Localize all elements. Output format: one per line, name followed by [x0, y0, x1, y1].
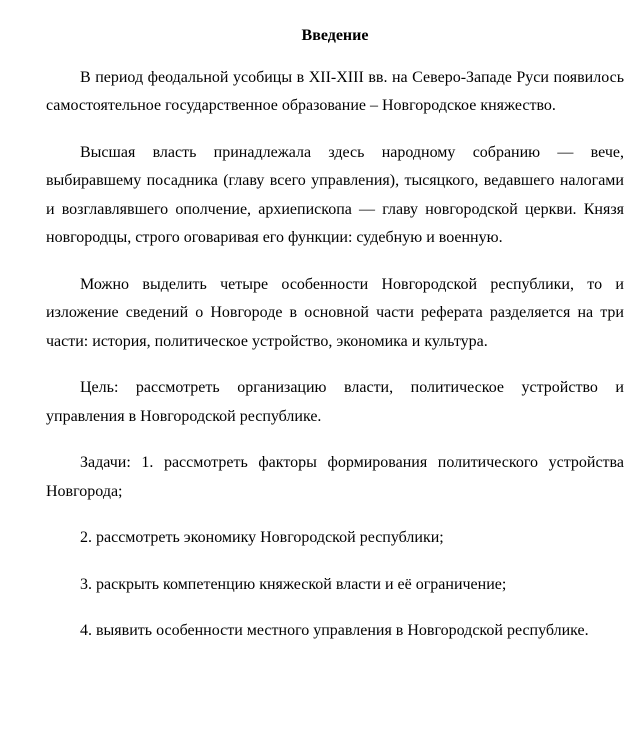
paragraph-power: Высшая власть принадлежала здесь народному собранию — вече, выбиравшему посадника (главу всего управления), тысяцкого, ведавшего налогами и возглавлявшего ополчение, архиепископа — главу новгородской церкви. Князя новгородцы, строго оговаривая его функции: судебную и военную. — [46, 143, 624, 246]
paragraph-period: В период феодальной усобицы в XII-XIII вв. на Северо-Западе Руси появилось самостоятельное государственное образование – Новгородское княжество. — [46, 68, 624, 114]
document-page — [46, 22, 624, 664]
paragraph-features: Можно выделить четыре особенности Новгородской республики, то и изложение сведений о Новгороде в основной части реферата разделяется на три части: история, политическое устройство, экономика и культура. — [46, 275, 624, 350]
paragraph-goal: Цель: рассмотреть организацию власти, политическое устройство и управления в Новгородской республике. — [46, 379, 624, 425]
document-title: Введение — [301, 27, 369, 44]
task-item-2: 2. рассмотреть экономику Новгородской республики; — [80, 529, 444, 546]
paragraph-tasks: Задачи: 1. рассмотреть факторы формирования политического устройства Новгорода; — [46, 454, 624, 500]
task-item-4: 4. выявить особенности местного управления в Новгородской республике. — [80, 622, 589, 639]
task-item-3: 3. раскрыть компетенцию княжеской власти и её ограничение; — [80, 575, 507, 593]
